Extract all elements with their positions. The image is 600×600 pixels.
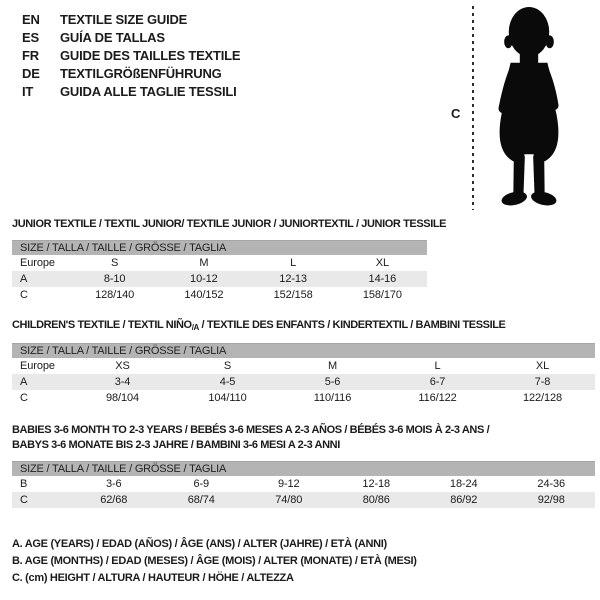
height-dotted-line	[472, 6, 474, 210]
babies-title-line1: BABIES 3-6 MONTH TO 2-3 YEARS / BEBÉS 3-6 MESES A 2-3 AÑOS / BÉBÉS 3-6 MOIS À 2-3 ANS /	[12, 424, 490, 436]
children-title-post: / TEXTILE DES ENFANTS / KINDERTEXTIL / BAMBINI TESSILE	[198, 319, 506, 331]
cell: L	[434, 360, 441, 372]
table-row-europe	[12, 255, 427, 271]
junior-section-title: JUNIOR TEXTILE / TEXTIL JUNIOR/ TEXTILE JUNIOR / JUNIORTEXTIL / JUNIOR TESSILE	[12, 218, 447, 230]
cell: 3-4	[114, 376, 131, 388]
height-measure-label: C	[451, 106, 461, 121]
lang-code: FR	[22, 47, 39, 63]
lang-code: IT	[22, 83, 34, 99]
cell: XL	[535, 360, 550, 372]
row-label: B	[20, 478, 28, 490]
cell: XL	[375, 257, 389, 269]
cell: 12-13	[279, 273, 307, 285]
cell: 5-6	[324, 376, 341, 388]
row-label: C	[20, 289, 28, 301]
language-title-list	[22, 10, 240, 100]
cell: M	[327, 360, 338, 372]
lang-title: TEXTILE SIZE GUIDE	[60, 11, 188, 27]
cell: 24-36	[537, 478, 566, 490]
table-row-c	[12, 492, 595, 508]
row-label: C	[20, 494, 28, 506]
cell: 104/110	[208, 392, 247, 404]
table-row-a	[12, 271, 427, 287]
cell: 140/152	[184, 289, 224, 301]
cell: 8-10	[103, 273, 126, 285]
cell: 68/74	[187, 494, 215, 506]
children-title-pre: CHILDREN'S TEXTILE / TEXTIL NIÑO	[12, 319, 192, 331]
cell: 110/116	[313, 392, 352, 404]
lang-row-es	[22, 28, 240, 46]
cell: S	[111, 257, 119, 269]
children-section-title	[12, 318, 506, 335]
cell: S	[223, 360, 232, 372]
cell: 6-9	[193, 478, 210, 490]
lang-code: EN	[22, 11, 40, 27]
size-header-band: SIZE / TALLA / TAILLE / GRÖSSE / TAGLIA	[12, 343, 595, 358]
footnote-b: B. AGE (MONTHS) / EDAD (MESES) / ÂGE (MOIS) / ALTER (MONATE) / ETÀ (MESI)	[12, 555, 417, 567]
row-label: Europe	[20, 257, 55, 269]
cell: 122/128	[522, 392, 563, 404]
cell: 74/80	[275, 494, 303, 506]
cell: M	[199, 257, 209, 269]
cell: 92/98	[537, 494, 565, 506]
cell: L	[290, 257, 297, 269]
table-row-c	[12, 287, 427, 303]
table-row-europe	[12, 358, 595, 374]
cell: 18-24	[449, 478, 478, 490]
cell: 10-12	[190, 273, 218, 285]
cell: 12-18	[362, 478, 391, 490]
lang-row-de	[22, 64, 240, 82]
children-title-sub: /A	[191, 323, 199, 332]
row-label: C	[20, 392, 28, 404]
lang-title: GUÍA DE TALLAS	[60, 29, 165, 45]
lang-row-it	[22, 82, 240, 100]
table-row-a	[12, 374, 595, 390]
row-label: A	[20, 273, 28, 285]
cell: 6-7	[429, 376, 446, 388]
cell: 80/86	[362, 494, 390, 506]
cell: 3-6	[105, 478, 122, 490]
cell: 14-16	[368, 273, 397, 285]
lang-title: TEXTILGRÖßENFÜHRUNG	[60, 65, 222, 81]
cell: 98/104	[105, 392, 140, 404]
cell: XS	[115, 360, 130, 372]
cell: 86/92	[450, 494, 478, 506]
cell: 62/68	[100, 494, 128, 506]
table-row-b	[12, 476, 595, 492]
size-header-band: SIZE / TALLA / TAILLE / GRÖSSE / TAGLIA	[12, 240, 427, 255]
lang-title: GUIDE DES TAILLES TEXTILE	[60, 47, 241, 63]
lang-code: DE	[22, 65, 40, 81]
cell: 116/122	[418, 392, 457, 404]
cell: 152/158	[273, 289, 313, 301]
baby-silhouette-icon	[483, 6, 575, 210]
children-size-table	[12, 343, 595, 406]
table-row-c	[12, 390, 595, 406]
lang-title: GUIDA ALLE TAGLIE TESSILI	[60, 83, 237, 99]
lang-code: ES	[22, 29, 39, 45]
cell: 9-12	[277, 478, 300, 490]
cell: 4-5	[219, 376, 236, 388]
footnote-a: A. AGE (YEARS) / EDAD (AÑOS) / ÂGE (ANS) / ALTER (JAHRE) / ETÀ (ANNI)	[12, 538, 387, 550]
junior-size-table	[12, 240, 427, 303]
row-label: A	[20, 376, 28, 388]
babies-size-table	[12, 461, 595, 508]
cell: 7-8	[534, 376, 551, 388]
lang-row-en	[22, 10, 240, 28]
cell: 158/170	[362, 289, 402, 301]
lang-row-fr	[22, 46, 240, 64]
size-header-band: SIZE / TALLA / TAILLE / GRÖSSE / TAGLIA	[12, 461, 595, 476]
babies-section-title	[12, 423, 489, 453]
row-label: Europe	[20, 360, 55, 372]
footnotes	[12, 536, 417, 587]
cell: 128/140	[95, 289, 135, 301]
babies-title-line2: BABYS 3-6 MONATE BIS 2-3 JAHRE / BAMBINI 3-6 MESI A 2-3 ANNI	[12, 439, 340, 451]
footnote-c: C. (cm) HEIGHT / ALTURA / HAUTEUR / HÖHE / ALTEZZA	[12, 572, 294, 584]
